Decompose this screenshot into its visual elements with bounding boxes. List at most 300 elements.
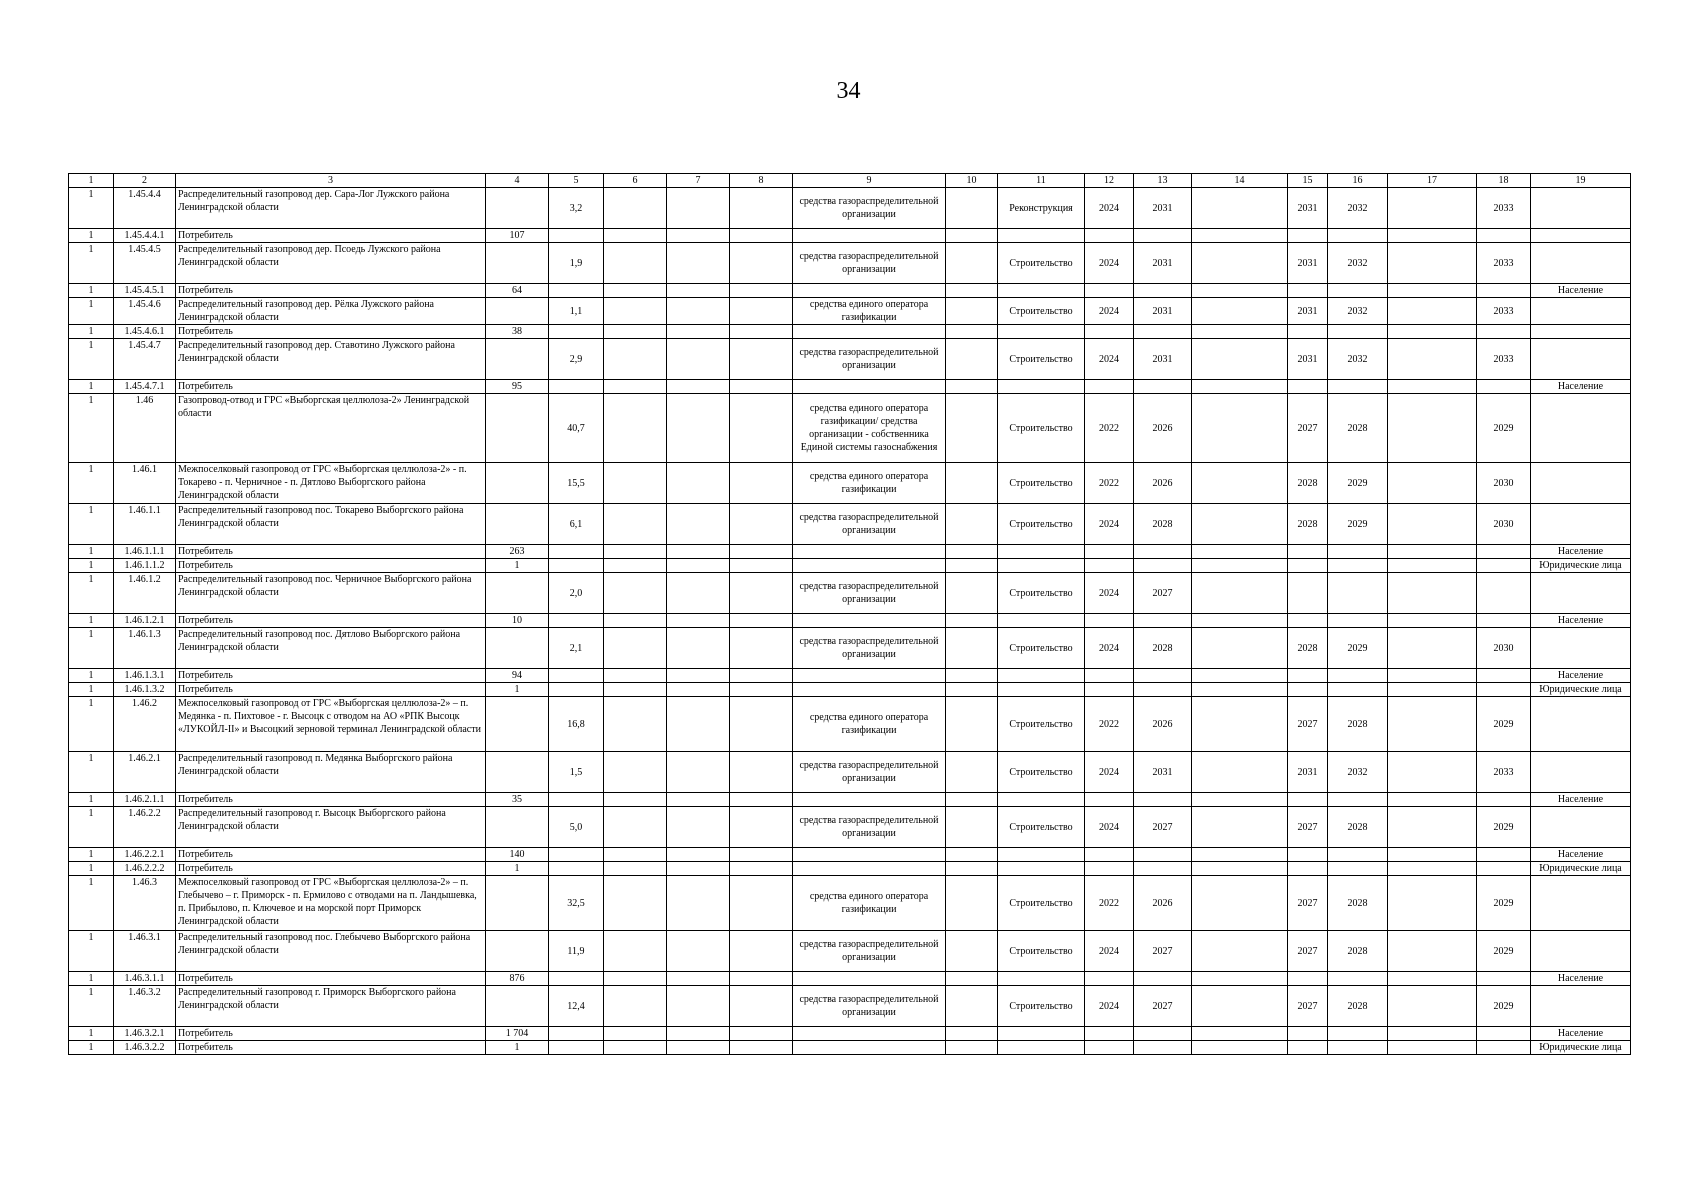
- table-cell-col-11: [998, 380, 1085, 394]
- table-cell-col-2: 1.45.4.6.1: [114, 325, 176, 339]
- table-cell-col-18: [1477, 614, 1531, 628]
- table-cell-col-12: 2022: [1085, 876, 1134, 931]
- table-cell-col-7: [667, 504, 730, 545]
- table-cell-col-19: [1531, 188, 1631, 229]
- table-cell-col-6: [604, 545, 667, 559]
- table-cell-col-16: 2032: [1328, 339, 1388, 380]
- table-row: [69, 298, 1631, 325]
- table-cell-col-12: 2022: [1085, 697, 1134, 752]
- table-cell-col-7: [667, 972, 730, 986]
- table-cell-col-15: 2028: [1288, 504, 1328, 545]
- table-cell-col-2: 1.46.1.3.1: [114, 669, 176, 683]
- table-cell-col-3: Межпоселковый газопровод от ГРС «Выборгская целлюлоза-2» – п. Медянка - п. Пихтовое - г. Высоцк с отводом на АО «РПК Высоцк «ЛУКОЙЛ-II» и Высоцкий зерновой терминал Ленинградской области: [176, 697, 486, 752]
- table-row: [69, 876, 1631, 931]
- table-cell-col-2: 1.46.1.1.1: [114, 545, 176, 559]
- table-cell-col-8: [730, 876, 793, 931]
- table-cell-col-3: Потребитель: [176, 1027, 486, 1041]
- table-cell-col-8: [730, 614, 793, 628]
- table-cell-col-12: 2024: [1085, 339, 1134, 380]
- table-row: [69, 683, 1631, 697]
- table-cell-col-9: средства газораспределительной организации: [793, 931, 946, 972]
- table-cell-col-16: 2028: [1328, 697, 1388, 752]
- table-cell-col-9: средства газораспределительной организации: [793, 573, 946, 614]
- table-cell-col-16: 2029: [1328, 628, 1388, 669]
- table-cell-col-6: [604, 559, 667, 573]
- table-cell-col-11: [998, 669, 1085, 683]
- table-cell-col-14: [1192, 463, 1288, 504]
- table-cell-col-7: [667, 380, 730, 394]
- table-cell-col-9: средства единого оператора газификации: [793, 697, 946, 752]
- table-cell-col-9: средства единого оператора газификации/ средства организации - собственника Единой системы газоснабжения: [793, 394, 946, 463]
- table-cell-col-3: Распределительный газопровод дер. Псоедь Лужского района Ленинградской области: [176, 243, 486, 284]
- table-row: [69, 573, 1631, 614]
- table-cell-col-5: [549, 559, 604, 573]
- table-cell-col-3: Межпоселковый газопровод от ГРС «Выборгская целлюлоза-2» – п. Глебычево – г. Приморск - п. Ермилово с отводами на п. Ландышевка, п. Прибылово, п. Ключевое и на морской порт Приморск Ленинградской области: [176, 876, 486, 931]
- table-cell-col-7: [667, 229, 730, 243]
- table-cell-col-17: [1388, 545, 1477, 559]
- table-cell-col-14: [1192, 1041, 1288, 1055]
- table-cell-col-1: 1: [69, 697, 114, 752]
- table-cell-col-13: 2028: [1134, 628, 1192, 669]
- table-cell-col-19: [1531, 298, 1631, 325]
- table-cell-col-2: 1.46.1.2.1: [114, 614, 176, 628]
- table-cell-col-1: 1: [69, 229, 114, 243]
- table-cell-col-8: [730, 793, 793, 807]
- table-cell-col-18: [1477, 848, 1531, 862]
- table-cell-col-4: 1: [486, 1041, 549, 1055]
- table-cell-col-3: Потребитель: [176, 284, 486, 298]
- table-cell-col-18: 2029: [1477, 394, 1531, 463]
- table-cell-col-13: 2026: [1134, 463, 1192, 504]
- table-cell-col-14: [1192, 848, 1288, 862]
- table-cell-col-11: Строительство: [998, 807, 1085, 848]
- table-cell-col-5: 15,5: [549, 463, 604, 504]
- table-cell-col-15: [1288, 972, 1328, 986]
- table-cell-col-15: 2031: [1288, 298, 1328, 325]
- table-cell-col-10: [946, 683, 998, 697]
- table-cell-col-3: Потребитель: [176, 325, 486, 339]
- table-cell-col-16: 2028: [1328, 931, 1388, 972]
- table-cell-col-7: [667, 848, 730, 862]
- table-cell-col-7: [667, 394, 730, 463]
- table-cell-col-7: [667, 325, 730, 339]
- table-cell-col-8: [730, 559, 793, 573]
- table-cell-col-10: [946, 298, 998, 325]
- table-cell-col-9: средства газораспределительной организации: [793, 807, 946, 848]
- table-cell-col-13: 2031: [1134, 752, 1192, 793]
- table-cell-col-11: [998, 1041, 1085, 1055]
- table-cell-col-18: 2033: [1477, 752, 1531, 793]
- table-cell-col-2: 1.46.3.2.1: [114, 1027, 176, 1041]
- table-cell-col-1: 1: [69, 807, 114, 848]
- table-cell-col-19: [1531, 876, 1631, 931]
- table-row: [69, 931, 1631, 972]
- table-cell-col-15: [1288, 325, 1328, 339]
- table-cell-col-8: [730, 986, 793, 1027]
- table-cell-col-8: [730, 284, 793, 298]
- column-number-cell: 12: [1085, 174, 1134, 188]
- table-cell-col-12: [1085, 229, 1134, 243]
- table-cell-col-9: [793, 614, 946, 628]
- table-row: [69, 325, 1631, 339]
- table-cell-col-13: 2026: [1134, 394, 1192, 463]
- table-cell-col-13: 2031: [1134, 339, 1192, 380]
- table-cell-col-9: [793, 380, 946, 394]
- table-row: [69, 972, 1631, 986]
- column-number-cell: 13: [1134, 174, 1192, 188]
- table-cell-col-5: [549, 1041, 604, 1055]
- table-cell-col-6: [604, 188, 667, 229]
- table-cell-col-6: [604, 325, 667, 339]
- table-cell-col-6: [604, 243, 667, 284]
- table-cell-col-11: Строительство: [998, 697, 1085, 752]
- table-cell-col-7: [667, 559, 730, 573]
- table-cell-col-14: [1192, 573, 1288, 614]
- table-cell-col-10: [946, 614, 998, 628]
- table-cell-col-7: [667, 876, 730, 931]
- table-cell-col-7: [667, 669, 730, 683]
- table-cell-col-2: 1.45.4.5: [114, 243, 176, 284]
- table-cell-col-6: [604, 628, 667, 669]
- table-cell-col-7: [667, 1041, 730, 1055]
- table-cell-col-19: [1531, 229, 1631, 243]
- table-cell-col-5: 2,0: [549, 573, 604, 614]
- table-cell-col-7: [667, 243, 730, 284]
- table-cell-col-6: [604, 339, 667, 380]
- table-cell-col-1: 1: [69, 972, 114, 986]
- table-cell-col-1: 1: [69, 1041, 114, 1055]
- table-cell-col-9: средства газораспределительной организации: [793, 628, 946, 669]
- table-cell-col-11: Строительство: [998, 243, 1085, 284]
- table-cell-col-8: [730, 325, 793, 339]
- table-cell-col-10: [946, 394, 998, 463]
- table-cell-col-7: [667, 284, 730, 298]
- table-cell-col-4: [486, 573, 549, 614]
- table-cell-col-17: [1388, 229, 1477, 243]
- table-cell-col-12: 2024: [1085, 931, 1134, 972]
- table-cell-col-10: [946, 931, 998, 972]
- table-cell-col-8: [730, 931, 793, 972]
- table-cell-col-7: [667, 463, 730, 504]
- table-cell-col-4: 263: [486, 545, 549, 559]
- table-cell-col-2: 1.45.4.6: [114, 298, 176, 325]
- table-cell-col-17: [1388, 559, 1477, 573]
- table-cell-col-16: [1328, 325, 1388, 339]
- table-cell-col-10: [946, 284, 998, 298]
- table-cell-col-10: [946, 862, 998, 876]
- table-cell-col-5: 6,1: [549, 504, 604, 545]
- table-cell-col-11: Строительство: [998, 298, 1085, 325]
- table-cell-col-17: [1388, 807, 1477, 848]
- table-cell-col-4: [486, 339, 549, 380]
- table-cell-col-3: Газопровод-отвод и ГРС «Выборгская целлюлоза-2» Ленинградской области: [176, 394, 486, 463]
- table-cell-col-18: 2029: [1477, 697, 1531, 752]
- column-number-cell: 11: [998, 174, 1085, 188]
- table-cell-col-6: [604, 793, 667, 807]
- table-row: [69, 807, 1631, 848]
- table-cell-col-15: [1288, 1027, 1328, 1041]
- table-cell-col-4: [486, 243, 549, 284]
- table-cell-col-9: средства единого оператора газификации: [793, 876, 946, 931]
- table-cell-col-15: 2028: [1288, 628, 1328, 669]
- table-cell-col-6: [604, 1027, 667, 1041]
- table-cell-col-5: 12,4: [549, 986, 604, 1027]
- table-cell-col-16: [1328, 1041, 1388, 1055]
- table-cell-col-19: Население: [1531, 614, 1631, 628]
- table-cell-col-5: [549, 229, 604, 243]
- table-cell-col-17: [1388, 697, 1477, 752]
- table-row: [69, 243, 1631, 284]
- table-row: [69, 339, 1631, 380]
- column-number-row: [69, 174, 1631, 188]
- table-cell-col-5: 16,8: [549, 697, 604, 752]
- table-cell-col-1: 1: [69, 848, 114, 862]
- table-cell-col-12: 2024: [1085, 243, 1134, 284]
- table-cell-col-19: Юридические лица: [1531, 862, 1631, 876]
- table-cell-col-12: 2024: [1085, 752, 1134, 793]
- column-number-cell: 2: [114, 174, 176, 188]
- table-cell-col-1: 1: [69, 188, 114, 229]
- table-cell-col-12: [1085, 545, 1134, 559]
- table-cell-col-12: [1085, 380, 1134, 394]
- table-cell-col-2: 1.46.3.2.2: [114, 1041, 176, 1055]
- table-cell-col-8: [730, 243, 793, 284]
- table-cell-col-15: [1288, 683, 1328, 697]
- table-cell-col-15: [1288, 862, 1328, 876]
- table-cell-col-2: 1.46.1.3.2: [114, 683, 176, 697]
- table-cell-col-19: Население: [1531, 380, 1631, 394]
- table-cell-col-6: [604, 394, 667, 463]
- column-number-cell: 10: [946, 174, 998, 188]
- table-cell-col-14: [1192, 931, 1288, 972]
- table-cell-col-17: [1388, 683, 1477, 697]
- table-cell-col-10: [946, 380, 998, 394]
- table-row: [69, 380, 1631, 394]
- table-cell-col-3: Распределительный газопровод пос. Глебычево Выборгского района Ленинградской области: [176, 931, 486, 972]
- table-cell-col-4: [486, 188, 549, 229]
- table-cell-col-1: 1: [69, 298, 114, 325]
- table-cell-col-12: 2022: [1085, 463, 1134, 504]
- table-cell-col-3: Распределительный газопровод пос. Черничное Выборгского района Ленинградской области: [176, 573, 486, 614]
- table-cell-col-16: 2029: [1328, 504, 1388, 545]
- table-cell-col-16: [1328, 1027, 1388, 1041]
- table-cell-col-11: [998, 972, 1085, 986]
- table-cell-col-11: [998, 614, 1085, 628]
- table-cell-col-8: [730, 848, 793, 862]
- table-cell-col-2: 1.46.3.1: [114, 931, 176, 972]
- table-cell-col-2: 1.45.4.7.1: [114, 380, 176, 394]
- table-cell-col-15: 2031: [1288, 752, 1328, 793]
- table-cell-col-7: [667, 862, 730, 876]
- table-cell-col-19: Население: [1531, 284, 1631, 298]
- table-row: [69, 628, 1631, 669]
- table-cell-col-4: [486, 298, 549, 325]
- table-cell-col-5: [549, 380, 604, 394]
- table-cell-col-15: [1288, 284, 1328, 298]
- table-cell-col-6: [604, 504, 667, 545]
- table-cell-col-16: 2032: [1328, 752, 1388, 793]
- table-cell-col-11: Строительство: [998, 628, 1085, 669]
- table-cell-col-1: 1: [69, 669, 114, 683]
- table-cell-col-18: 2029: [1477, 807, 1531, 848]
- table-cell-col-1: 1: [69, 1027, 114, 1041]
- table-cell-col-8: [730, 1027, 793, 1041]
- table-cell-col-4: [486, 394, 549, 463]
- table-cell-col-8: [730, 752, 793, 793]
- table-cell-col-13: [1134, 793, 1192, 807]
- table-cell-col-19: [1531, 394, 1631, 463]
- table-cell-col-2: 1.46.1.3: [114, 628, 176, 669]
- table-row: [69, 669, 1631, 683]
- table-row: [69, 862, 1631, 876]
- table-cell-col-15: [1288, 229, 1328, 243]
- table-cell-col-15: [1288, 848, 1328, 862]
- table-cell-col-12: [1085, 793, 1134, 807]
- table-cell-col-7: [667, 1027, 730, 1041]
- table-cell-col-3: Межпоселковый газопровод от ГРС «Выборгская целлюлоза-2» - п. Токарево - п. Черничное - п. Дятлово Выборгского района Ленинградской области: [176, 463, 486, 504]
- table-cell-col-4: [486, 504, 549, 545]
- table-cell-col-19: Население: [1531, 972, 1631, 986]
- table-cell-col-5: 5,0: [549, 807, 604, 848]
- table-cell-col-16: 2029: [1328, 463, 1388, 504]
- table-cell-col-19: [1531, 697, 1631, 752]
- table-cell-col-16: 2028: [1328, 394, 1388, 463]
- table-cell-col-9: [793, 862, 946, 876]
- table-cell-col-3: Распределительный газопровод г. Приморск Выборгского района Ленинградской области: [176, 986, 486, 1027]
- column-number-cell: 1: [69, 174, 114, 188]
- table-cell-col-11: [998, 325, 1085, 339]
- table-cell-col-9: [793, 793, 946, 807]
- column-number-cell: 7: [667, 174, 730, 188]
- table-cell-col-9: средства единого оператора газификации: [793, 463, 946, 504]
- table-cell-col-17: [1388, 931, 1477, 972]
- table-cell-col-2: 1.46.3.1.1: [114, 972, 176, 986]
- table-cell-col-8: [730, 683, 793, 697]
- table-cell-col-4: 1: [486, 862, 549, 876]
- table-cell-col-13: [1134, 848, 1192, 862]
- table-cell-col-13: 2031: [1134, 243, 1192, 284]
- table-cell-col-15: 2027: [1288, 394, 1328, 463]
- table-cell-col-5: [549, 545, 604, 559]
- table-cell-col-13: [1134, 229, 1192, 243]
- table-cell-col-3: Потребитель: [176, 972, 486, 986]
- table-cell-col-16: 2028: [1328, 986, 1388, 1027]
- table-cell-col-4: [486, 876, 549, 931]
- table-cell-col-18: [1477, 1027, 1531, 1041]
- table-row: [69, 463, 1631, 504]
- table-cell-col-2: 1.46.1.2: [114, 573, 176, 614]
- table-cell-col-17: [1388, 339, 1477, 380]
- table-cell-col-15: [1288, 545, 1328, 559]
- table-cell-col-1: 1: [69, 463, 114, 504]
- table-cell-col-6: [604, 986, 667, 1027]
- table-cell-col-3: Распределительный газопровод дер. Сара-Лог Лужского района Ленинградской области: [176, 188, 486, 229]
- table-cell-col-19: Население: [1531, 669, 1631, 683]
- table-row: [69, 559, 1631, 573]
- table-cell-col-1: 1: [69, 793, 114, 807]
- table-cell-col-15: [1288, 573, 1328, 614]
- table-cell-col-3: Распределительный газопровод п. Медянка Выборгского района Ленинградской области: [176, 752, 486, 793]
- table-cell-col-14: [1192, 628, 1288, 669]
- table-cell-col-16: 2032: [1328, 298, 1388, 325]
- table-cell-col-3: Потребитель: [176, 862, 486, 876]
- table-cell-col-15: 2031: [1288, 188, 1328, 229]
- table-cell-col-9: [793, 559, 946, 573]
- table-cell-col-9: средства газораспределительной организации: [793, 504, 946, 545]
- table-cell-col-18: [1477, 683, 1531, 697]
- table-cell-col-5: 2,1: [549, 628, 604, 669]
- table-cell-col-11: [998, 862, 1085, 876]
- table-cell-col-18: [1477, 573, 1531, 614]
- table-cell-col-2: 1.46: [114, 394, 176, 463]
- table-cell-col-17: [1388, 1027, 1477, 1041]
- table-cell-col-2: 1.46.2: [114, 697, 176, 752]
- column-number-cell: 17: [1388, 174, 1477, 188]
- table-cell-col-8: [730, 972, 793, 986]
- table-cell-col-17: [1388, 752, 1477, 793]
- table-cell-col-9: средства газораспределительной организации: [793, 986, 946, 1027]
- table-cell-col-12: 2024: [1085, 298, 1134, 325]
- table-cell-col-6: [604, 848, 667, 862]
- table-cell-col-6: [604, 284, 667, 298]
- table-cell-col-5: 1,5: [549, 752, 604, 793]
- table-cell-col-8: [730, 339, 793, 380]
- table-cell-col-19: Население: [1531, 793, 1631, 807]
- table-cell-col-17: [1388, 243, 1477, 284]
- table-cell-col-10: [946, 463, 998, 504]
- column-number-cell: 14: [1192, 174, 1288, 188]
- table-cell-col-15: [1288, 559, 1328, 573]
- table-row: [69, 188, 1631, 229]
- table-cell-col-4: 140: [486, 848, 549, 862]
- table-cell-col-5: [549, 972, 604, 986]
- table-cell-col-10: [946, 807, 998, 848]
- table-cell-col-6: [604, 669, 667, 683]
- table-cell-col-5: [549, 325, 604, 339]
- table-cell-col-18: 2033: [1477, 188, 1531, 229]
- table-cell-col-6: [604, 614, 667, 628]
- table-cell-col-17: [1388, 573, 1477, 614]
- table-cell-col-10: [946, 793, 998, 807]
- table-cell-col-16: [1328, 573, 1388, 614]
- table-cell-col-16: [1328, 614, 1388, 628]
- table-cell-col-1: 1: [69, 752, 114, 793]
- table-cell-col-10: [946, 229, 998, 243]
- table-cell-col-10: [946, 697, 998, 752]
- table-cell-col-5: 32,5: [549, 876, 604, 931]
- table-cell-col-12: [1085, 325, 1134, 339]
- table-cell-col-7: [667, 545, 730, 559]
- table-cell-col-13: [1134, 862, 1192, 876]
- table-cell-col-5: [549, 614, 604, 628]
- table-cell-col-19: [1531, 573, 1631, 614]
- table-cell-col-9: [793, 848, 946, 862]
- table-cell-col-4: 1: [486, 559, 549, 573]
- table-cell-col-13: 2026: [1134, 876, 1192, 931]
- table-cell-col-13: 2027: [1134, 807, 1192, 848]
- table-cell-col-12: [1085, 848, 1134, 862]
- table-row: [69, 697, 1631, 752]
- table-cell-col-6: [604, 463, 667, 504]
- table-cell-col-17: [1388, 972, 1477, 986]
- table-cell-col-3: Потребитель: [176, 1041, 486, 1055]
- table-cell-col-18: 2030: [1477, 628, 1531, 669]
- table-cell-col-16: [1328, 559, 1388, 573]
- table-cell-col-5: [549, 793, 604, 807]
- table-cell-col-13: 2031: [1134, 188, 1192, 229]
- table-cell-col-18: 2033: [1477, 298, 1531, 325]
- table-cell-col-17: [1388, 793, 1477, 807]
